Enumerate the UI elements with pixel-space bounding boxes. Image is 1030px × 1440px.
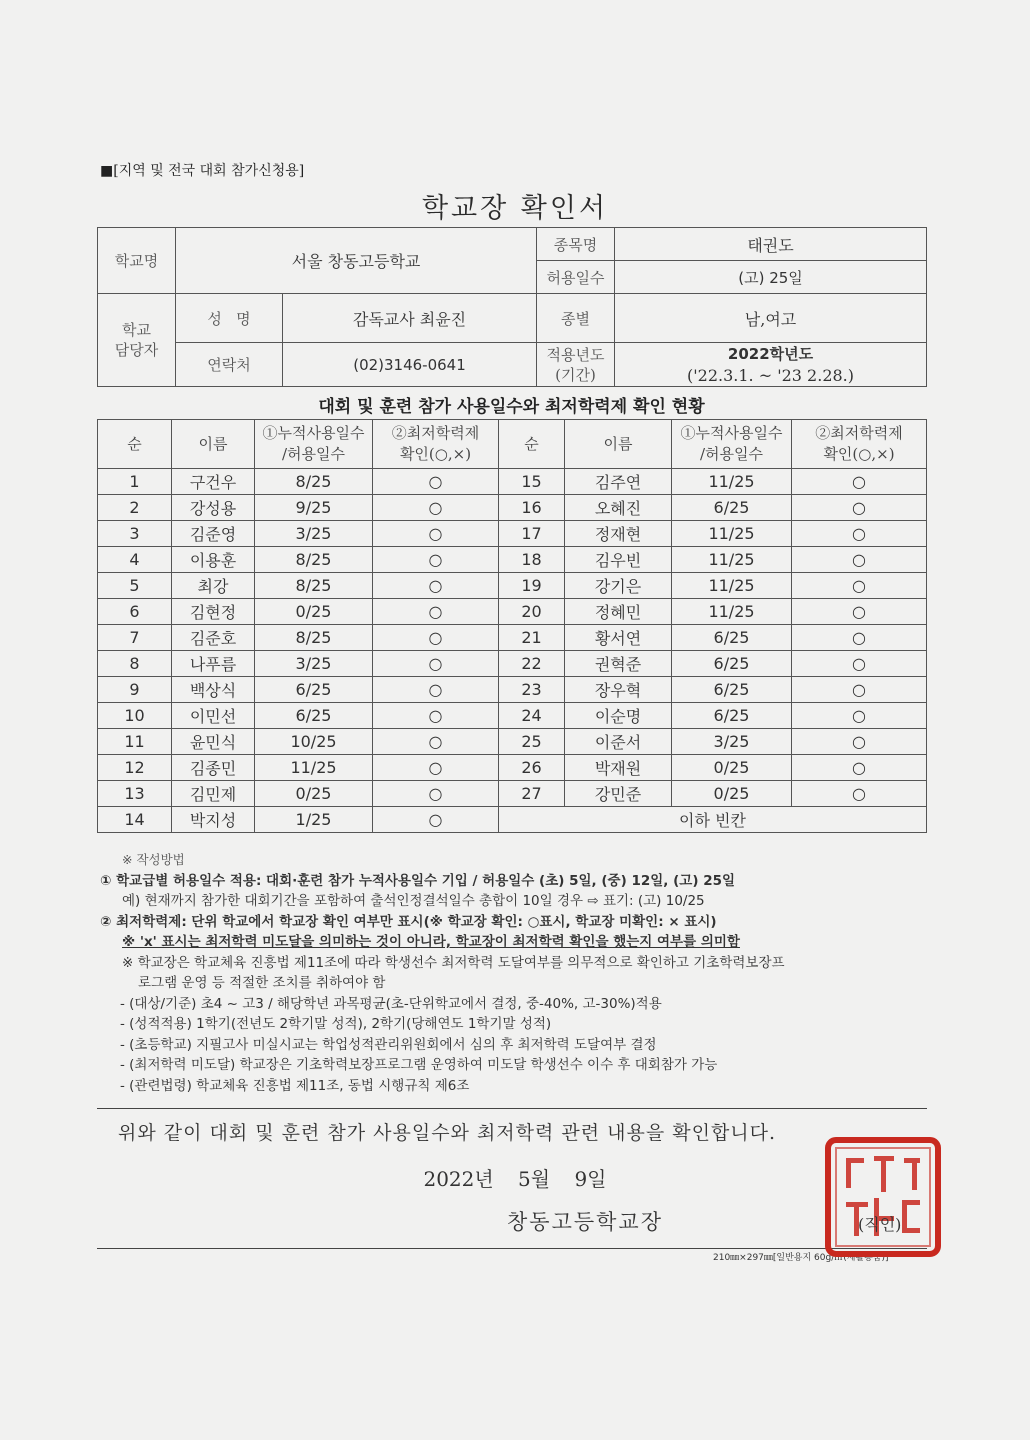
method-item-1: ① 학교급별 허용일수 적용: 대회·훈련 참가 누적사용일수 기입 / 허용일수 (초) 5일, (중) 12일, (고) 25일 [100, 872, 736, 889]
student-check: ○ [373, 651, 499, 677]
student-no: 10 [98, 703, 172, 729]
student-name: 오혜진 [565, 495, 672, 521]
student-name: 박재원 [565, 755, 672, 781]
student-no: 21 [499, 625, 565, 651]
student-name: 강민준 [565, 781, 672, 807]
method-note-2a: ※ 학교장은 학교체육 진흥법 제11조에 따라 학생선수 최저학력 도달여부를 의무적으로 확인하고 기초학력보장프 [122, 954, 785, 971]
student-check: ○ [373, 807, 499, 833]
table-row [98, 495, 927, 521]
table-row [98, 625, 927, 651]
col-days-left-l2: /허용일수 [281, 445, 345, 463]
student-no: 12 [98, 755, 172, 781]
contact-label: 연락처 [176, 343, 283, 387]
manager-label-line1: 학교 [122, 321, 151, 339]
manager-name-value: 감독교사 최윤진 [283, 294, 537, 343]
issue-date: 2022년 5월 9일 [423, 1167, 607, 1191]
student-check: ○ [792, 625, 927, 651]
student-no: 19 [499, 573, 565, 599]
col-days-right [672, 420, 792, 469]
col-check-right-l1: ②최저학력제 [815, 424, 903, 442]
student-name: 백상식 [172, 677, 255, 703]
gender-label: 종별 [537, 294, 615, 343]
year-value [615, 343, 927, 387]
student-name: 김우빈 [565, 547, 672, 573]
table-row [98, 469, 927, 495]
document-title: 학교장 확인서 [421, 193, 609, 224]
student-name: 김준영 [172, 521, 255, 547]
table-row [98, 547, 927, 573]
student-name: 이용훈 [172, 547, 255, 573]
student-no: 15 [499, 469, 565, 495]
method-detail-3: - (초등학교) 지필고사 미실시교는 학업성적관리위원회에서 심의 후 최저학력 도달여부 결정 [120, 1036, 657, 1053]
student-days: 0/25 [255, 599, 373, 625]
divider-bottom [97, 1248, 927, 1249]
student-no: 26 [499, 755, 565, 781]
gender-value: 남,여고 [615, 294, 927, 343]
student-check: ○ [792, 495, 927, 521]
student-check: ○ [792, 521, 927, 547]
student-check: ○ [792, 573, 927, 599]
year-label-line2: (기간) [555, 365, 596, 384]
sport-value: 태권도 [615, 228, 927, 261]
writing-method-section [100, 850, 930, 1096]
allowed-days-value: (고) 25일 [615, 261, 927, 294]
student-days: 6/25 [672, 651, 792, 677]
table-row [98, 651, 927, 677]
method-note-2b: 로그램 운영 등 적절한 조치를 취하여야 함 [138, 975, 386, 991]
student-no: 11 [98, 729, 172, 755]
student-days: 0/25 [672, 755, 792, 781]
table-row [98, 599, 927, 625]
method-item-2: ② 최저학력제: 단위 학교에서 학교장 확인 여부만 표시(※ 학교장 확인: ○표시, 학교장 미확인: × 표시) [100, 913, 717, 930]
student-no: 23 [499, 677, 565, 703]
student-check: ○ [792, 729, 927, 755]
table-row [98, 807, 927, 833]
year-text: 2022학년도 [727, 345, 814, 363]
student-name: 장우혁 [565, 677, 672, 703]
student-check: ○ [373, 495, 499, 521]
col-check-left [373, 420, 499, 469]
principal-title: 창동고등학교장 [507, 1210, 664, 1234]
student-days: 8/25 [255, 573, 373, 599]
school-name-label: 학교명 [98, 228, 176, 294]
student-name: 최강 [172, 573, 255, 599]
student-check: ○ [373, 729, 499, 755]
student-check: ○ [373, 573, 499, 599]
paper-spec-note: 210㎜×297㎜[일반용지 60g/㎡(재활용품)] [713, 1253, 889, 1263]
student-check: ○ [373, 625, 499, 651]
student-check: ○ [792, 781, 927, 807]
table-row [98, 755, 927, 781]
col-check-left-l2: 확인(○,×) [399, 445, 472, 463]
student-days: 11/25 [672, 599, 792, 625]
blank-note: 이하 빈칸 [499, 807, 927, 833]
seal-label: (직인) [858, 1215, 902, 1234]
student-check: ○ [792, 547, 927, 573]
student-no: 22 [499, 651, 565, 677]
school-info-table [97, 227, 927, 387]
student-name: 김주연 [565, 469, 672, 495]
student-days: 0/25 [255, 781, 373, 807]
student-days: 11/25 [672, 521, 792, 547]
student-no: 4 [98, 547, 172, 573]
student-name: 김종민 [172, 755, 255, 781]
student-days: 0/25 [672, 781, 792, 807]
student-days: 11/25 [672, 573, 792, 599]
student-days: 8/25 [255, 469, 373, 495]
col-check-left-l1: ②최저학력제 [391, 424, 480, 442]
student-no: 27 [499, 781, 565, 807]
student-days: 10/25 [255, 729, 373, 755]
student-no: 3 [98, 521, 172, 547]
student-check: ○ [373, 599, 499, 625]
students-table [97, 419, 927, 833]
method-detail-4: - (최저학력 미도달) 학교장은 기초학력보장프로그램 운영하여 미도달 학생선수 이수 후 대회참가 가능 [120, 1057, 718, 1073]
student-days: 3/25 [672, 729, 792, 755]
year-label-line1: 적용년도 [546, 345, 605, 364]
student-no: 9 [98, 677, 172, 703]
student-name: 나푸름 [172, 651, 255, 677]
student-name: 구건우 [172, 469, 255, 495]
student-days: 8/25 [255, 547, 373, 573]
col-check-right-l2: 확인(○,×) [823, 445, 895, 463]
student-no: 8 [98, 651, 172, 677]
manager-label [98, 294, 176, 387]
student-days: 6/25 [672, 625, 792, 651]
col-days-right-l2: /허용일수 [699, 445, 763, 463]
student-days: 8/25 [255, 625, 373, 651]
col-name-left: 이름 [172, 420, 255, 469]
student-no: 13 [98, 781, 172, 807]
student-check: ○ [792, 599, 927, 625]
student-name: 이준서 [565, 729, 672, 755]
contact-value: (02)3146-0641 [283, 343, 537, 387]
method-detail-5: - (관련법령) 학교체육 진흥법 제11조, 동법 시행규칙 제6조 [120, 1077, 470, 1094]
sport-label: 종목명 [537, 228, 615, 261]
table-row [98, 729, 927, 755]
confirmation-statement: 위와 같이 대회 및 훈련 참가 사용일수와 최저학력 관련 내용을 확인합니다. [118, 1122, 777, 1144]
table-row [98, 521, 927, 547]
student-name: 권혁준 [565, 651, 672, 677]
student-check: ○ [792, 703, 927, 729]
allowed-days-label: 허용일수 [537, 261, 615, 294]
method-heading: ※ 작성방법 [122, 852, 185, 867]
student-days: 11/25 [672, 469, 792, 495]
student-name: 이순명 [565, 703, 672, 729]
student-days: 9/25 [255, 495, 373, 521]
student-name: 강기은 [565, 573, 672, 599]
student-check: ○ [792, 651, 927, 677]
student-name: 김민제 [172, 781, 255, 807]
student-days: 1/25 [255, 807, 373, 833]
student-name: 정혜민 [565, 599, 672, 625]
student-check: ○ [373, 521, 499, 547]
student-name: 황서연 [565, 625, 672, 651]
student-check: ○ [373, 547, 499, 573]
student-name: 정재현 [565, 521, 672, 547]
method-detail-2: - (성적적용) 1학기(전년도 2학기말 성적), 2학기(당해연도 1학기말 성적) [120, 1016, 552, 1032]
student-no: 6 [98, 599, 172, 625]
manager-label-line2: 담당자 [114, 341, 159, 359]
student-name: 박지성 [172, 807, 255, 833]
student-no: 18 [499, 547, 565, 573]
student-days: 6/25 [672, 677, 792, 703]
divider-top [97, 1108, 927, 1109]
student-no: 1 [98, 469, 172, 495]
method-note-1: ※ 'x' 표시는 최저학력 미도달을 의미하는 것이 아니라, 학교장이 최저학력 확인을 했는지 여부를 의미함 [122, 934, 740, 950]
student-check: ○ [792, 755, 927, 781]
student-name: 김준호 [172, 625, 255, 651]
school-name-value: 서울 창동고등학교 [176, 228, 537, 294]
official-seal-icon [824, 1136, 942, 1258]
student-check: ○ [373, 703, 499, 729]
student-name: 윤민식 [172, 729, 255, 755]
students-table-header [98, 420, 927, 469]
col-no-left: 순 [98, 420, 172, 469]
table-row [98, 703, 927, 729]
method-item-1-example: 예) 현재까지 참가한 대회기간을 포함하여 출석인정결석일수 총합이 10일 경우 ⇨ 표기: (고) 10/25 [122, 893, 705, 909]
student-days: 11/25 [255, 755, 373, 781]
name-label: 성 명 [176, 294, 283, 343]
student-no: 16 [499, 495, 565, 521]
student-no: 5 [98, 573, 172, 599]
student-days: 6/25 [672, 703, 792, 729]
student-no: 14 [98, 807, 172, 833]
students-table-body [98, 420, 927, 833]
student-name: 강성용 [172, 495, 255, 521]
table-row [98, 677, 927, 703]
table-row [98, 781, 927, 807]
period-text: ('22.3.1. ~ '23 2.28.) [687, 366, 855, 385]
student-name: 이민선 [172, 703, 255, 729]
student-no: 20 [499, 599, 565, 625]
col-days-right-l1: ①누적사용일수 [680, 424, 783, 442]
student-no: 25 [499, 729, 565, 755]
col-no-right: 순 [499, 420, 565, 469]
form-usage-label: ■[지역 및 전국 대회 참가신청용] [100, 163, 305, 179]
student-no: 24 [499, 703, 565, 729]
method-detail-1: - (대상/기준) 초4 ~ 고3 / 해당학년 과목평균(초-단위학교에서 결정, 중-40%, 고-30%)적용 [120, 995, 662, 1012]
student-days: 3/25 [255, 651, 373, 677]
student-days: 11/25 [672, 547, 792, 573]
col-days-left-l1: ①누적사용일수 [262, 424, 365, 442]
student-check: ○ [792, 469, 927, 495]
col-days-left [255, 420, 373, 469]
student-check: ○ [373, 781, 499, 807]
year-label [537, 343, 615, 387]
student-days: 6/25 [672, 495, 792, 521]
student-no: 2 [98, 495, 172, 521]
student-name: 김현정 [172, 599, 255, 625]
student-check: ○ [792, 677, 927, 703]
col-check-right [792, 420, 927, 469]
status-title: 대회 및 훈련 참가 사용일수와 최저학력제 확인 현황 [318, 397, 705, 417]
student-check: ○ [373, 755, 499, 781]
student-days: 3/25 [255, 521, 373, 547]
table-row [98, 573, 927, 599]
student-days: 6/25 [255, 703, 373, 729]
student-no: 7 [98, 625, 172, 651]
student-check: ○ [373, 469, 499, 495]
student-check: ○ [373, 677, 499, 703]
col-name-right: 이름 [565, 420, 672, 469]
student-days: 6/25 [255, 677, 373, 703]
student-no: 17 [499, 521, 565, 547]
